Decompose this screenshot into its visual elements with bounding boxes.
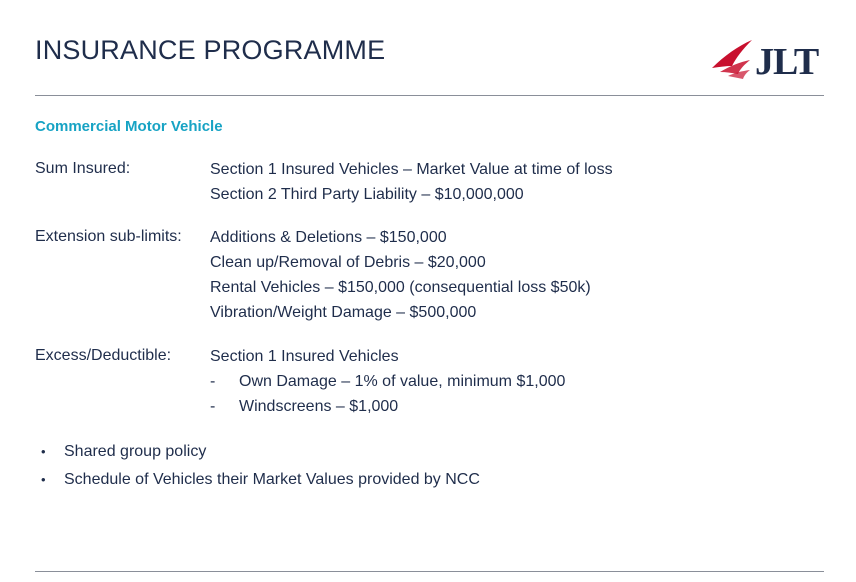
footer-divider [35,571,824,572]
excess-deductible-label: Excess/Deductible: [35,347,172,364]
jlt-logo [710,36,826,82]
sum-insured-line: Section 1 Insured Vehicles – Market Value at time of loss [210,161,613,178]
excess-deductible-values [210,347,566,422]
excess-dash-item [210,397,399,422]
sum-insured-line: Section 2 Third Party Liability – $10,000,000 [210,186,524,203]
extension-sublimits-values [210,228,591,328]
bullet-text: Shared group policy [64,443,207,460]
bullet-icon: • [41,444,46,459]
extension-sublimits-label: Extension sub-limits: [35,228,182,245]
excess-dash-item [210,372,566,397]
sublimit-line: Rental Vehicles – $150,000 (consequential loss $50k) [210,279,591,296]
header-divider [35,95,824,96]
sum-insured-label: Sum Insured: [35,160,131,177]
excess-dash-text: Own Damage – 1% of value, minimum $1,000 [239,373,566,390]
excess-dash-text: Windscreens – $1,000 [239,398,399,415]
dash-marker: - [210,398,216,415]
sublimit-line: Additions & Deletions – $150,000 [210,229,447,246]
sublimit-line: Clean up/Removal of Debris – $20,000 [210,254,486,271]
page-title: INSURANCE PROGRAMME [35,35,386,65]
dash-marker: - [210,373,216,390]
bullet-text: Schedule of Vehicles their Market Values provided by NCC [64,471,480,488]
sublimit-line: Vibration/Weight Damage – $500,000 [210,304,477,321]
bullet-icon: • [41,472,46,487]
logo-text: JLT [755,41,819,82]
sum-insured-values [210,160,613,210]
section-heading: Commercial Motor Vehicle [35,118,223,135]
excess-line: Section 1 Insured Vehicles [210,348,399,365]
sail-icon [712,40,752,79]
